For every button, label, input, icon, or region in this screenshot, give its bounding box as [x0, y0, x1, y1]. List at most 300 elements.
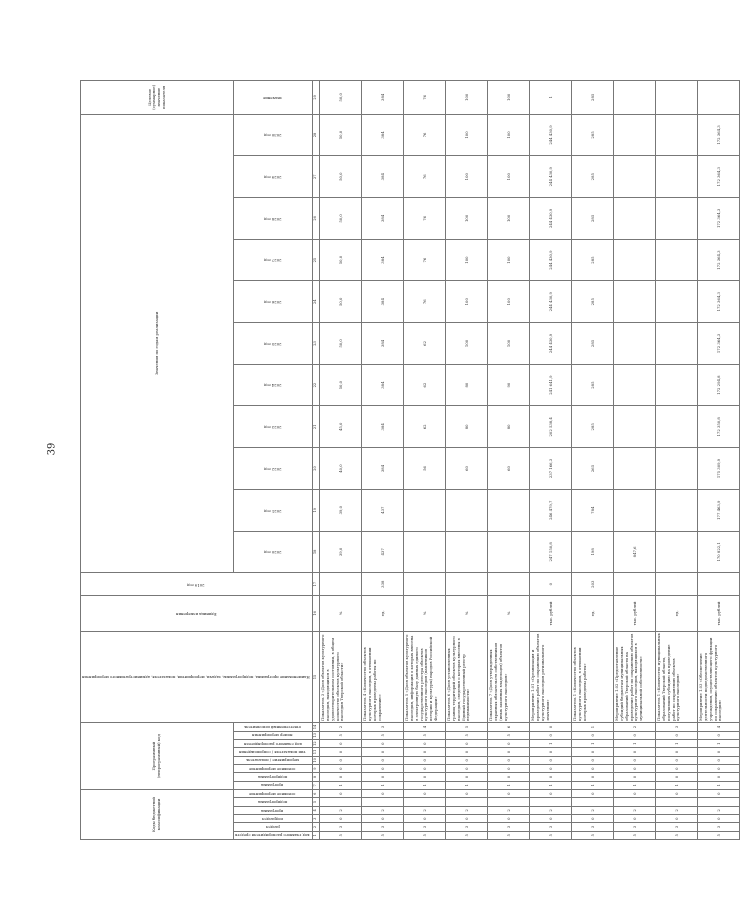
row-value-cell: [614, 239, 656, 281]
row-base-cell: [404, 573, 446, 596]
header-year-8-text: 2028 год: [263, 216, 282, 222]
header-kbk-4-text: подпрограмма: [257, 800, 288, 806]
code-cell: 2: [446, 806, 488, 814]
code-cell: 0: [530, 756, 572, 764]
header-prog-3-text: мероприятие / показатель: [245, 758, 299, 764]
header-prog-6-text: номер мероприятия: [252, 733, 293, 739]
row-value-cell: [656, 531, 698, 573]
code-cell: 5: [446, 723, 488, 731]
column-index-cell: 18: [313, 531, 320, 573]
code-cell: 0: [320, 740, 362, 748]
code-cell: 0: [362, 748, 404, 756]
header-year-9: [234, 156, 313, 198]
row-value-cell: 265: [572, 448, 614, 490]
header-index-row: [313, 81, 320, 840]
row-value-cell: 39,0: [320, 489, 362, 531]
code-cell: 1: [572, 723, 614, 731]
row-value-cell: 50,0: [320, 323, 362, 365]
code-cell: 0: [488, 764, 530, 772]
table-row: [698, 81, 740, 840]
code-cell: 0: [320, 773, 362, 781]
code-cell: 1: [656, 781, 698, 789]
code-cell: 0: [404, 748, 446, 756]
row-final-cell: [656, 81, 698, 115]
code-cell: 0: [362, 756, 404, 764]
row-value-cell: 100: [488, 198, 530, 240]
row-final-cell: 50,0: [320, 81, 362, 115]
header-year-8: [234, 198, 313, 240]
row-value-cell: 100: [446, 156, 488, 198]
code-cell: 0: [572, 815, 614, 823]
row-value-cell: 100: [446, 281, 488, 323]
header-kbk-2: [234, 815, 313, 823]
row-value-cell: 39,0: [320, 531, 362, 573]
code-cell: 3: [446, 823, 488, 831]
row-value-cell: 384: [362, 448, 404, 490]
code-cell: 0: [614, 773, 656, 781]
header-year-4: [234, 364, 313, 406]
table-row: [656, 81, 698, 840]
code-cell: 3: [362, 723, 404, 731]
code-cell: 0: [404, 773, 446, 781]
column-index-cell: 27: [313, 156, 320, 198]
row-value-cell: [656, 364, 698, 406]
row-value-cell: 437: [362, 489, 404, 531]
code-cell: 0: [572, 731, 614, 739]
header-prog-0: [234, 781, 313, 789]
row-value-cell: 50,0: [320, 198, 362, 240]
code-cell: 0: [572, 789, 614, 797]
row-unit-cell: %: [320, 596, 362, 631]
code-cell: 2: [320, 723, 362, 731]
rotated-table-page: [80, 80, 723, 840]
code-cell: 0: [488, 773, 530, 781]
code-cell: 5: [320, 831, 362, 839]
row-value-cell: 384: [362, 323, 404, 365]
row-value-cell: 384: [362, 406, 404, 448]
header-year-4-text: 2024 год: [263, 383, 282, 389]
row-value-cell: [614, 448, 656, 490]
code-cell: 2: [404, 806, 446, 814]
code-cell: 3: [530, 823, 572, 831]
code-cell: 5: [446, 731, 488, 739]
code-cell: 2: [656, 806, 698, 814]
code-cell: 5: [446, 831, 488, 839]
column-index-cell: 6: [313, 789, 320, 797]
code-cell: 0: [488, 789, 530, 797]
header-kbk-0: [234, 831, 313, 839]
row-value-cell: 50,0: [320, 114, 362, 156]
row-value-cell: 100: [446, 198, 488, 240]
header-prog-4-text: тип показателя / сопровождения: [239, 750, 306, 756]
code-cell: 1: [572, 781, 614, 789]
code-cell: 0: [404, 740, 446, 748]
header-kbk-5-text: основное мероприятие: [249, 791, 296, 797]
row-value-cell: 198: [572, 531, 614, 573]
column-index-cell: 9: [313, 764, 320, 772]
code-cell: 0: [320, 748, 362, 756]
row-value-cell: [656, 239, 698, 281]
row-value-cell: 170 822,1: [698, 531, 740, 573]
row-value-cell: 80: [488, 406, 530, 448]
header-final-sub: [234, 81, 313, 115]
code-cell: [698, 798, 740, 806]
row-base-cell: [488, 573, 530, 596]
row-value-cell: 100: [446, 114, 488, 156]
code-cell: 0: [488, 740, 530, 748]
row-base-cell: [698, 573, 740, 596]
header-group-row: [81, 81, 234, 840]
code-cell: 5: [488, 731, 530, 739]
header-kbk-5: [234, 789, 313, 797]
row-unit-cell: тыс. рублей: [698, 596, 740, 631]
code-cell: 3: [656, 823, 698, 831]
code-cell: 0: [656, 731, 698, 739]
row-final-cell: 100: [488, 81, 530, 115]
header-year-3-text: 2023 год: [263, 425, 282, 431]
row-value-cell: 285: [572, 406, 614, 448]
row-value-cell: 172 364,3: [698, 156, 740, 198]
row-value-cell: 285: [572, 114, 614, 156]
code-cell: 0: [614, 748, 656, 756]
code-cell: 1: [488, 781, 530, 789]
header-prog-1: [234, 773, 313, 781]
header-year-5-text: 2025 год: [263, 341, 282, 347]
code-cell: 0: [446, 756, 488, 764]
column-index-cell: 3: [313, 815, 320, 823]
row-value-cell: [656, 406, 698, 448]
row-value-cell: 100: [488, 323, 530, 365]
column-index-cell: 20: [313, 448, 320, 490]
row-value-cell: [446, 531, 488, 573]
column-index-cell: 2: [313, 823, 320, 831]
column-index-cell: 15: [313, 631, 320, 723]
row-name-cell: Показатель 5 «Доля объектов культурного наследия, информация о которых внесена в электронную базу данных единого государственного реестра объектов культурного наследия (памятников истории и культуры) народов Российской Федерации»: [404, 631, 446, 723]
code-cell: 4: [698, 723, 740, 731]
code-cell: 0: [362, 789, 404, 797]
code-cell: 0: [572, 748, 614, 756]
code-cell: [404, 798, 446, 806]
header-prog-2-text: основное мероприятие: [249, 766, 296, 772]
row-unit-cell: ед.: [656, 596, 698, 631]
header-kbk-2-text: подраздел: [261, 816, 283, 822]
row-unit-cell: ед.: [572, 596, 614, 631]
row-unit-cell: тыс. рублей: [530, 596, 572, 631]
row-value-cell: 177 463,9: [698, 489, 740, 531]
row-value-cell: 384: [362, 281, 404, 323]
row-final-cell: 1: [530, 81, 572, 115]
header-base-year: [81, 573, 313, 596]
header-year-1-text: 2021 год: [263, 508, 282, 514]
code-cell: 0: [698, 764, 740, 772]
header-prog-0-text: программа: [261, 783, 284, 789]
row-value-cell: 80: [446, 364, 488, 406]
code-cell: 0: [320, 815, 362, 823]
row-value-cell: [656, 198, 698, 240]
row-value-cell: 244 430,9: [530, 323, 572, 365]
code-cell: 2: [488, 806, 530, 814]
code-cell: 0: [698, 815, 740, 823]
code-cell: 0: [362, 815, 404, 823]
code-cell: 0: [530, 789, 572, 797]
row-value-cell: 172 294,8: [698, 364, 740, 406]
row-final-cell: 76: [404, 81, 446, 115]
row-value-cell: 100: [446, 323, 488, 365]
code-cell: 0: [530, 764, 572, 772]
row-value-cell: 244 430,9: [530, 198, 572, 240]
row-value-cell: 285: [572, 323, 614, 365]
row-value-cell: 80: [446, 406, 488, 448]
code-cell: 0: [656, 789, 698, 797]
row-value-cell: [614, 281, 656, 323]
row-value-cell: 285: [572, 239, 614, 281]
column-index-cell: 25: [313, 239, 320, 281]
code-cell: 2: [530, 806, 572, 814]
header-sub-row: [234, 81, 313, 840]
header-unit-col: [81, 596, 313, 631]
code-cell: 5: [320, 731, 362, 739]
code-cell: 6: [488, 723, 530, 731]
header-kbk-3: [234, 806, 313, 814]
table-row: [614, 81, 656, 840]
column-index-cell: 14: [313, 723, 320, 731]
table-row: [572, 81, 614, 840]
row-base-cell: [614, 573, 656, 596]
column-index-cell: 22: [313, 364, 320, 406]
header-year-7: [234, 239, 313, 281]
header-prog-7: [234, 723, 313, 731]
row-value-cell: [656, 114, 698, 156]
row-value-cell: 172 364,3: [698, 323, 740, 365]
header-year-3: [234, 406, 313, 448]
row-value-cell: 62: [404, 323, 446, 365]
page-number: 39: [46, 442, 58, 456]
header-budget-codes: Коды бюджетной классификации: [81, 789, 234, 839]
row-name-cell: Мероприятие 1.01 «Организация и проведение работ по сохранению объектов культурного наследия регионального значения»: [530, 631, 572, 723]
header-kbk-1-text: раздел: [265, 825, 280, 831]
column-index-cell: 11: [313, 748, 320, 756]
code-cell: 1: [530, 781, 572, 789]
column-index-cell: 28: [313, 114, 320, 156]
header-year-5: [234, 323, 313, 365]
row-name-cell: Мероприятие 1.02 «Предоставление субсидий бюджетам муниципальных образований Тверской области на проведение работ по сохранению объектов культурного наследия, находящихся в муниципальной собственности»: [614, 631, 656, 723]
code-cell: 0: [446, 740, 488, 748]
row-name-cell: Показатель 6 «Доля установленных границ территорий объектов культурного наследия, сведения о которых внесены в Единый государственный реестр недвижимости»: [446, 631, 488, 723]
code-cell: [656, 798, 698, 806]
header-prog-7-text: ответственный исполнитель: [243, 725, 301, 731]
row-value-cell: 90: [488, 364, 530, 406]
header-kbk-4: [234, 798, 313, 806]
code-cell: 3: [656, 723, 698, 731]
header-years-group: Значения по годам реализации: [81, 114, 234, 573]
column-index-cell: 4: [313, 806, 320, 814]
row-value-cell: 172 364,3: [698, 114, 740, 156]
row-value-cell: [614, 198, 656, 240]
code-cell: 5: [404, 731, 446, 739]
code-cell: 3: [320, 823, 362, 831]
row-value-cell: 244 430,9: [530, 239, 572, 281]
code-cell: 2: [320, 806, 362, 814]
table-header: [81, 81, 320, 840]
row-name-cell: Показатель 4 «Количество объектов культурного наследия, в отношении которых проведены работы по сохранению»: [362, 631, 404, 723]
row-value-cell: 172 364,3: [698, 281, 740, 323]
row-final-cell: [698, 81, 740, 115]
header-year-10: [234, 114, 313, 156]
row-value-cell: 384: [362, 114, 404, 156]
code-cell: 0: [446, 789, 488, 797]
row-value-cell: 50,0: [320, 364, 362, 406]
row-value-cell: 384: [362, 156, 404, 198]
header-kbk-0-text: код главного распорядителя средств: [235, 833, 310, 839]
row-value-cell: 50,0: [320, 281, 362, 323]
code-cell: 0: [404, 815, 446, 823]
column-index-cell: 10: [313, 756, 320, 764]
row-value-cell: 384: [362, 198, 404, 240]
row-name-cell: Показатель 1 «Количество объектов культурного наследия, в отношении которых проведены работы»: [572, 631, 614, 723]
row-unit-cell: %: [404, 596, 446, 631]
row-value-cell: 847,6: [614, 531, 656, 573]
code-cell: 0: [362, 773, 404, 781]
header-year-7-text: 2027 год: [263, 258, 282, 264]
code-cell: 0: [362, 740, 404, 748]
row-value-cell: 50,0: [320, 156, 362, 198]
code-cell: 2: [614, 806, 656, 814]
column-index-cell: 8: [313, 773, 320, 781]
row-base-cell: [656, 573, 698, 596]
code-cell: 5: [614, 831, 656, 839]
row-value-cell: 285: [572, 281, 614, 323]
code-cell: 0: [656, 748, 698, 756]
row-unit-cell: тыс. рублей: [614, 596, 656, 631]
header-kbk-3-text: программа: [261, 808, 284, 814]
code-cell: 5: [698, 831, 740, 839]
row-value-cell: 237 166,3: [530, 448, 572, 490]
code-cell: 0: [404, 789, 446, 797]
row-value-cell: 76: [404, 281, 446, 323]
row-unit-cell: ед.: [362, 596, 404, 631]
row-value-cell: [488, 531, 530, 573]
row-final-cell: 285: [572, 81, 614, 115]
code-cell: [320, 798, 362, 806]
header-base-year-text: 2019 год: [187, 582, 205, 588]
code-cell: 0: [488, 756, 530, 764]
code-cell: 0: [698, 789, 740, 797]
code-cell: 0: [446, 748, 488, 756]
code-cell: [362, 798, 404, 806]
code-cell: [572, 798, 614, 806]
code-cell: 0: [698, 748, 740, 756]
header-prog-2: [234, 764, 313, 772]
code-cell: 3: [488, 823, 530, 831]
row-value-cell: [614, 406, 656, 448]
row-value-cell: 56: [404, 448, 446, 490]
code-cell: 0: [656, 764, 698, 772]
row-value-cell: 202 538,4: [530, 406, 572, 448]
row-value-cell: 244 430,9: [530, 156, 572, 198]
header-prog-3: [234, 756, 313, 764]
column-index-cell: 29: [313, 81, 320, 115]
code-cell: 0: [614, 764, 656, 772]
row-value-cell: [656, 156, 698, 198]
row-final-cell: 384: [362, 81, 404, 115]
header-name-col: [81, 631, 313, 723]
row-value-cell: 172 364,3: [698, 239, 740, 281]
code-cell: 1: [446, 781, 488, 789]
code-cell: 1: [614, 740, 656, 748]
code-cell: 5: [572, 831, 614, 839]
column-index-cell: 17: [313, 573, 320, 596]
table-row: [446, 81, 488, 840]
row-value-cell: 172 350,8: [698, 406, 740, 448]
row-value-cell: 241 641,9: [530, 364, 572, 406]
table-row: [530, 81, 572, 840]
header-year-9-text: 2029 год: [263, 175, 282, 181]
row-value-cell: 100: [446, 239, 488, 281]
column-index-cell: 24: [313, 281, 320, 323]
header-program-codes: Программный (непрограммный) код: [81, 723, 234, 790]
column-index-cell: 1: [313, 831, 320, 839]
row-final-cell: 100: [446, 81, 488, 115]
code-cell: 4: [404, 723, 446, 731]
column-index-cell: 19: [313, 489, 320, 531]
row-value-cell: [614, 364, 656, 406]
code-cell: 5: [404, 831, 446, 839]
row-value-cell: [488, 489, 530, 531]
code-cell: 3: [572, 823, 614, 831]
code-cell: 5: [362, 731, 404, 739]
row-name-cell: Показатель 1 «Количество муниципальных образований Тверской области, получивших субсидию на проведение работ по сохранению объектов культурного наследия»: [656, 631, 698, 723]
code-cell: 0: [404, 756, 446, 764]
column-index-cell: 7: [313, 781, 320, 789]
header-kbk-1: [234, 823, 313, 831]
code-cell: 0: [656, 756, 698, 764]
code-cell: [530, 798, 572, 806]
code-cell: 2: [362, 806, 404, 814]
column-index-cell: 26: [313, 198, 320, 240]
code-cell: 0: [530, 731, 572, 739]
row-name-cell: Показатель 7 «Доля утвержденных охранных обязательств собственников (иных законных владельцев) объектов культурного наследия»: [488, 631, 530, 723]
table-row: [362, 81, 404, 840]
code-cell: 0: [488, 815, 530, 823]
code-cell: 0: [698, 773, 740, 781]
code-cell: 0: [320, 764, 362, 772]
header-year-10-text: 2030 год: [263, 133, 282, 139]
code-cell: 0: [530, 773, 572, 781]
code-cell: 0: [488, 748, 530, 756]
table-body: [320, 81, 740, 840]
header-year-0: [234, 531, 313, 573]
row-value-cell: [656, 323, 698, 365]
row-value-cell: 285: [572, 156, 614, 198]
header-prog-6: [234, 731, 313, 739]
code-cell: [614, 798, 656, 806]
code-cell: 1: [530, 740, 572, 748]
row-base-cell: [446, 573, 488, 596]
row-value-cell: [614, 323, 656, 365]
code-cell: 0: [320, 789, 362, 797]
row-value-cell: 784: [572, 489, 614, 531]
code-cell: 5: [656, 831, 698, 839]
code-cell: 0: [698, 731, 740, 739]
code-cell: 1: [614, 781, 656, 789]
table-row: [488, 81, 530, 840]
header-year-2-text: 2022 год: [263, 466, 282, 472]
row-value-cell: 62: [404, 406, 446, 448]
code-cell: 0: [572, 773, 614, 781]
row-value-cell: 60: [488, 448, 530, 490]
row-value-cell: 100: [488, 114, 530, 156]
code-cell: 1: [404, 781, 446, 789]
